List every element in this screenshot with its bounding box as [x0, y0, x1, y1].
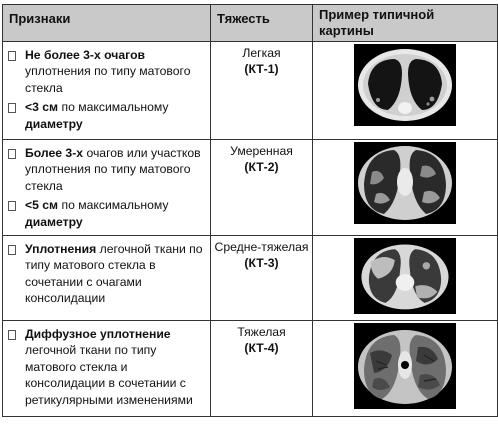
- criteria-item: <3 см по максимальному диаметру: [7, 99, 206, 132]
- ct-scan-mild-icon: [354, 44, 456, 126]
- ct-scan-severe-icon: [354, 323, 456, 409]
- severity-code: (КТ-2): [244, 160, 279, 175]
- severity-cell: [211, 42, 313, 140]
- criteria-item: Диффузное уплотнение легочной ткани по типу матового стекла и консолидации в сочетании с ретикулярными изменениями: [7, 326, 206, 408]
- criteria-item: Более 3-х очагов или участков уплотнения по типу матового стекла: [7, 145, 206, 194]
- checkbox-bullet-icon: [7, 326, 25, 344]
- criteria-item: Уплотнения легочной ткани по типу матового стекла в сочетании с очагами консолидации: [7, 241, 206, 307]
- ct-severity-table: [2, 4, 498, 417]
- example-header: Пример типичной картины: [313, 5, 498, 42]
- severity-code: (КТ-3): [244, 256, 279, 271]
- ct-scan-moderately-severe-icon: [354, 238, 456, 314]
- table-row: [3, 321, 498, 417]
- example-cell: [313, 42, 498, 140]
- severity-cell: [211, 236, 313, 321]
- table-header-row: [3, 5, 498, 42]
- checkbox-bullet-icon: [7, 197, 25, 215]
- example-cell: [313, 321, 498, 417]
- checkbox-bullet-icon: [7, 47, 25, 65]
- criteria-item: Не более 3-х очагов уплотнения по типу матового стекла: [7, 47, 206, 96]
- severity-label: Легкая: [242, 46, 281, 60]
- severity-header: Тяжесть: [211, 5, 313, 42]
- severity-label: Средне-тяжелая: [214, 240, 309, 254]
- checkbox-bullet-icon: [7, 99, 25, 117]
- table-row: [3, 42, 498, 140]
- example-cell: [313, 236, 498, 321]
- severity-label: Тяжелая: [237, 325, 286, 339]
- criteria-cell: [3, 42, 211, 140]
- table-row: [3, 140, 498, 236]
- criteria-item: <5 см по максимальному диаметру: [7, 197, 206, 230]
- checkbox-bullet-icon: [7, 241, 25, 259]
- criteria-cell: [3, 140, 211, 236]
- severity-code: (КТ-1): [244, 62, 279, 77]
- severity-cell: [211, 140, 313, 236]
- severity-cell: [211, 321, 313, 417]
- severity-code: (КТ-4): [244, 341, 279, 356]
- example-cell: [313, 140, 498, 236]
- criteria-cell: [3, 321, 211, 417]
- severity-label: Умеренная: [230, 144, 293, 158]
- ct-scan-moderate-icon: [354, 142, 456, 224]
- checkbox-bullet-icon: [7, 145, 25, 163]
- criteria-cell: [3, 236, 211, 321]
- table-row: [3, 236, 498, 321]
- criteria-header: Признаки: [3, 5, 211, 42]
